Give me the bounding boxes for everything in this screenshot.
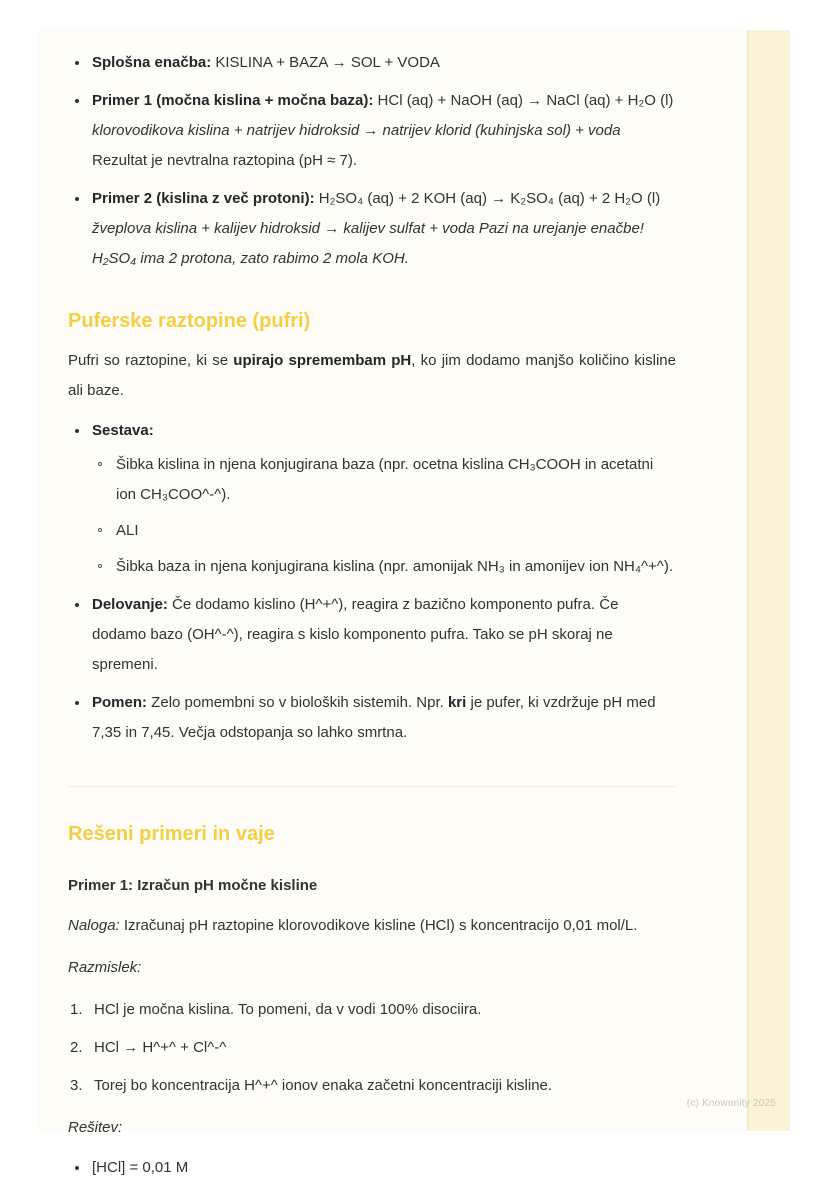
section-heading-examples: Rešeni primeri in vaje [68, 823, 275, 845]
list-item [68, 688, 676, 748]
list-item-tail: Rezultat je nevtralna raztopina (pH ≈ 7). [92, 152, 358, 169]
section-divider [68, 786, 676, 787]
buffers-intro-after: , ko jim dodamo manjšo količino kisline ali baze. [68, 352, 676, 399]
list-item: Šibka baza in njena konjugirana kislina (npr. amonijak NH₃ in amonijev ion NH₄^+^). [92, 552, 676, 582]
buffers-list [68, 416, 676, 748]
list-item-text-after: je pufer, ki vzdržuje pH med 7,35 in 7,45. Večja odstopanja so lahko smrtna. [92, 694, 656, 741]
buffers-intro-paragraph [68, 346, 676, 406]
list-item-text: H₂SO₄ (aq) + 2 KOH (aq) → K₂SO₄ (aq) + 2 H₂O (l) [314, 190, 661, 207]
list-item: ALI [92, 516, 676, 546]
list-item-text: HCl (aq) + NaOH (aq) → NaCl (aq) + H₂O (l) [373, 92, 674, 109]
example-title: Primer 1: Izračun pH močne kisline [68, 877, 318, 894]
list-item-text: KISLINA + BAZA → SOL + VODA [211, 54, 440, 71]
list-item-label: Primer 2 (kislina z več protoni): [92, 190, 315, 207]
list-item-text-before: Zelo pomembni so v bioloških sistemih. Npr. [147, 694, 448, 711]
list-item [68, 416, 676, 582]
example-task-paragraph [68, 911, 676, 941]
list-item-text: Če dodamo kislino (H^+^), reagira z bazično komponento pufra. Če dodamo bazo (OH^-^), reagira s kislo komponento pufra. Tako se pH skoraj ne spremeni. [92, 596, 619, 673]
example-solution-label: Rešitev: [68, 1119, 123, 1136]
watermark: (c) Knowunity 2025 [686, 1098, 776, 1109]
list-item: Torej bo koncentracija H^+^ ionov enaka začetni koncentraciji kisline. [94, 1077, 553, 1094]
neutralization-list [68, 48, 676, 274]
list-item-italic: klorovodikova kislina + natrijev hidroksid → natrijev klorid (kuhinjska sol) + voda [92, 122, 621, 139]
list-item: HCl → H^+^ + Cl^-^ [94, 1039, 227, 1056]
example-reasoning-steps [68, 995, 676, 1101]
buffers-intro-bold: upirajo spremembam pH [233, 352, 412, 369]
list-item-label: Pomen: [92, 694, 148, 711]
example-task-label: Naloga: [68, 917, 120, 934]
composition-sub-list [92, 450, 676, 582]
section-heading-buffers: Puferske raztopine (pufri) [68, 310, 311, 332]
list-item-text-bold: kri [447, 694, 467, 711]
list-item-italic: žveplova kislina + kalijev hidroksid → kalijev sulfat + voda Pazi na urejanje enačbe! H₂SO₄ ima 2 protona, zato rabimo 2 mola KOH. [92, 220, 644, 267]
list-item-label: Primer 1 (močna kislina + močna baza): [92, 92, 374, 109]
list-item [68, 48, 676, 78]
list-item-label: Delovanje: [92, 596, 168, 613]
list-item-label: Sestava: [92, 422, 154, 439]
list-item: [HCl] = 0,01 M [68, 1153, 676, 1183]
list-item: Šibka kislina in njena konjugirana baza (npr. ocetna kislina CH₃COOH in acetatni ion CH₃COO^-^). [92, 450, 676, 510]
list-item: HCl je močna kislina. To pomeni, da v vodi 100% disociira. [94, 1001, 482, 1018]
list-item [68, 184, 676, 274]
list-item [68, 86, 676, 176]
document-page [38, 30, 790, 1176]
list-item-label: Splošna enačba: [92, 54, 212, 71]
example-task-text: Izračunaj pH raztopine klorovodikove kisline (HCl) s koncentracijo 0,01 mol/L. [119, 917, 638, 934]
document-content [68, 30, 676, 1191]
list-item [68, 590, 676, 680]
example-solution-list [68, 1153, 676, 1183]
buffers-intro-before: Pufri so raztopine, ki se [68, 352, 234, 369]
example-reasoning-label: Razmislek: [68, 959, 142, 976]
accent-strip [747, 30, 790, 1131]
